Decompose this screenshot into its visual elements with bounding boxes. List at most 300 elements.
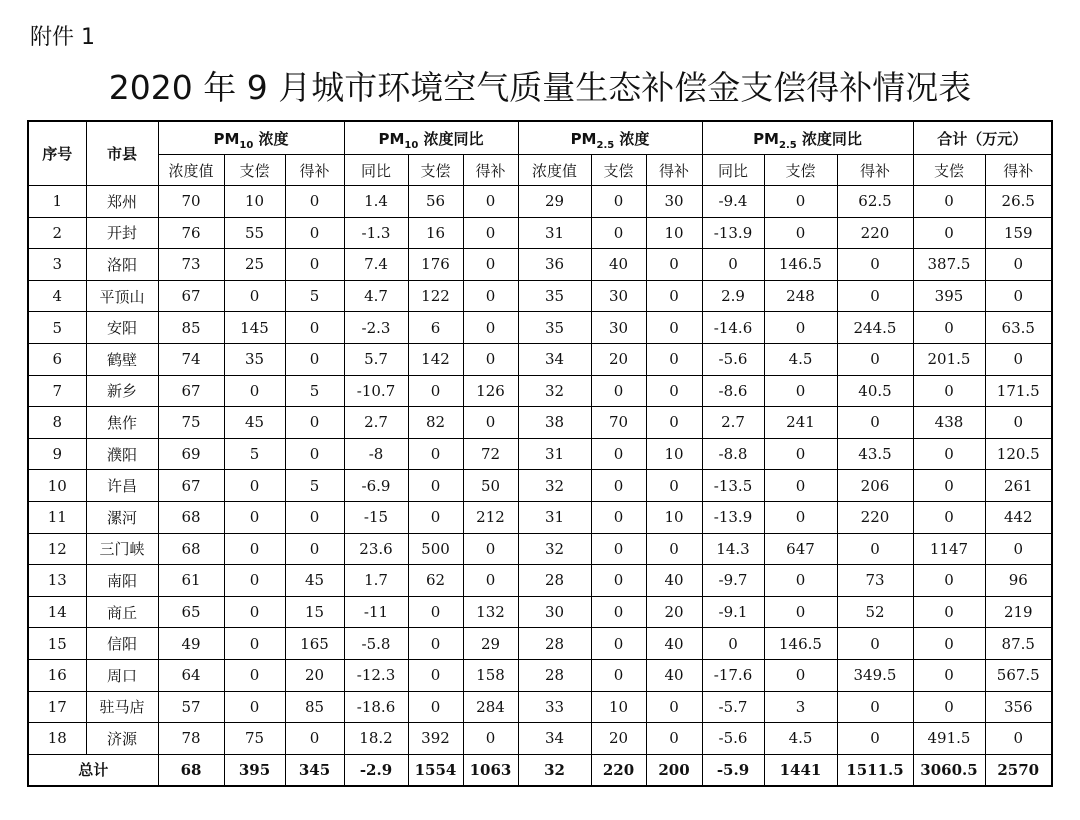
cell-value: -13.9 xyxy=(702,217,764,249)
cell-value: 0 xyxy=(285,249,344,281)
cell-value: 57 xyxy=(158,691,224,723)
cell-seq: 13 xyxy=(28,565,86,597)
cell-value: 0 xyxy=(463,533,518,565)
cell-value: 132 xyxy=(463,596,518,628)
cell-value: 67 xyxy=(158,280,224,312)
cell-value: 85 xyxy=(285,691,344,723)
cell-city: 焦作 xyxy=(86,407,158,439)
header-subcol: 支偿 xyxy=(408,155,463,186)
cell-value: 35 xyxy=(518,312,591,344)
cell-value: 70 xyxy=(591,407,646,439)
cell-value: 14.3 xyxy=(702,533,764,565)
cell-value: -8 xyxy=(344,438,408,470)
cell-city: 三门峡 xyxy=(86,533,158,565)
total-value: 1511.5 xyxy=(837,754,913,786)
cell-value: 176 xyxy=(408,249,463,281)
cell-city: 开封 xyxy=(86,217,158,249)
cell-value: 73 xyxy=(837,565,913,597)
cell-value: 16 xyxy=(408,217,463,249)
cell-value: 0 xyxy=(285,312,344,344)
cell-value: 0 xyxy=(224,533,285,565)
cell-value: 67 xyxy=(158,470,224,502)
cell-value: 120.5 xyxy=(985,438,1052,470)
cell-value: 78 xyxy=(158,723,224,755)
cell-value: 0 xyxy=(224,280,285,312)
cell-value: 0 xyxy=(646,249,702,281)
cell-value: 5 xyxy=(285,280,344,312)
header-subcol: 支偿 xyxy=(591,155,646,186)
cell-value: 0 xyxy=(985,533,1052,565)
cell-value: 4.7 xyxy=(344,280,408,312)
table-row xyxy=(28,501,1052,533)
cell-value: -12.3 xyxy=(344,659,408,691)
table-row xyxy=(28,596,1052,628)
cell-value: -9.7 xyxy=(702,565,764,597)
cell-value: 0 xyxy=(408,470,463,502)
cell-value: 0 xyxy=(591,628,646,660)
cell-value: 491.5 xyxy=(913,723,985,755)
cell-value: 29 xyxy=(518,186,591,218)
cell-value: 5 xyxy=(224,438,285,470)
cell-value: 567.5 xyxy=(985,659,1052,691)
cell-value: 0 xyxy=(224,470,285,502)
cell-value: -8.8 xyxy=(702,438,764,470)
header-subcol: 得补 xyxy=(837,155,913,186)
cell-value: 30 xyxy=(518,596,591,628)
cell-city: 周口 xyxy=(86,659,158,691)
cell-value: 206 xyxy=(837,470,913,502)
header-subcol: 同比 xyxy=(344,155,408,186)
cell-city: 漯河 xyxy=(86,501,158,533)
cell-value: 387.5 xyxy=(913,249,985,281)
cell-value: 0 xyxy=(913,375,985,407)
cell-value: 220 xyxy=(837,501,913,533)
cell-value: 0 xyxy=(764,375,837,407)
cell-value: 0 xyxy=(913,186,985,218)
cell-value: 0 xyxy=(591,533,646,565)
cell-value: 68 xyxy=(158,533,224,565)
cell-city: 鹤壁 xyxy=(86,343,158,375)
cell-value: 0 xyxy=(591,186,646,218)
cell-value: 15 xyxy=(285,596,344,628)
cell-value: 0 xyxy=(285,438,344,470)
cell-value: 0 xyxy=(913,596,985,628)
cell-value: 2.7 xyxy=(344,407,408,439)
cell-value: 10 xyxy=(646,217,702,249)
cell-value: 10 xyxy=(591,691,646,723)
header-subcol: 支偿 xyxy=(224,155,285,186)
cell-value: 50 xyxy=(463,470,518,502)
cell-value: 0 xyxy=(764,186,837,218)
cell-city: 濮阳 xyxy=(86,438,158,470)
table-row xyxy=(28,628,1052,660)
cell-value: 442 xyxy=(985,501,1052,533)
cell-value: 0 xyxy=(837,343,913,375)
cell-seq: 3 xyxy=(28,249,86,281)
cell-value: 0 xyxy=(463,343,518,375)
cell-value: 20 xyxy=(591,343,646,375)
cell-value: 0 xyxy=(646,533,702,565)
total-value: 1063 xyxy=(463,754,518,786)
cell-value: 0 xyxy=(764,659,837,691)
cell-value: 34 xyxy=(518,723,591,755)
cell-value: 7.4 xyxy=(344,249,408,281)
cell-city: 南阳 xyxy=(86,565,158,597)
cell-value: 52 xyxy=(837,596,913,628)
cell-value: 0 xyxy=(591,596,646,628)
cell-value: -13.9 xyxy=(702,501,764,533)
total-value: 395 xyxy=(224,754,285,786)
cell-value: 0 xyxy=(913,565,985,597)
table-row xyxy=(28,186,1052,218)
table-body xyxy=(28,186,1052,755)
cell-value: 32 xyxy=(518,375,591,407)
header-group-pm25-yoy: $PM_{2.5}$ 浓度同比 xyxy=(702,121,913,155)
page-title: 2020 年 9 月城市环境空气质量生态补偿金支偿得补情况表 xyxy=(108,68,972,107)
cell-city: 商丘 xyxy=(86,596,158,628)
cell-value: 0 xyxy=(224,375,285,407)
cell-value: 0 xyxy=(285,343,344,375)
header-subcol: 支偿 xyxy=(913,155,985,186)
cell-value: 219 xyxy=(985,596,1052,628)
cell-value: 0 xyxy=(837,723,913,755)
cell-value: 0 xyxy=(913,470,985,502)
cell-value: 0 xyxy=(463,565,518,597)
total-value: 345 xyxy=(285,754,344,786)
cell-value: 63.5 xyxy=(985,312,1052,344)
cell-value: 5 xyxy=(285,375,344,407)
cell-value: 2.9 xyxy=(702,280,764,312)
cell-value: 76 xyxy=(158,217,224,249)
total-value: 3060.5 xyxy=(913,754,985,786)
cell-value: -5.7 xyxy=(702,691,764,723)
cell-value: 32 xyxy=(518,470,591,502)
cell-value: 142 xyxy=(408,343,463,375)
cell-value: 0 xyxy=(985,723,1052,755)
cell-value: 87.5 xyxy=(985,628,1052,660)
header-subcol: 浓度值 xyxy=(158,155,224,186)
table-row xyxy=(28,375,1052,407)
header-subcol: 支偿 xyxy=(764,155,837,186)
cell-value: 0 xyxy=(913,628,985,660)
cell-seq: 11 xyxy=(28,501,86,533)
cell-value: 0 xyxy=(702,628,764,660)
cell-value: 647 xyxy=(764,533,837,565)
table-row xyxy=(28,249,1052,281)
table-row xyxy=(28,312,1052,344)
total-value: 1554 xyxy=(408,754,463,786)
cell-value: 30 xyxy=(591,280,646,312)
cell-value: 284 xyxy=(463,691,518,723)
total-value: 2570 xyxy=(985,754,1052,786)
table-row xyxy=(28,407,1052,439)
cell-value: 0 xyxy=(837,691,913,723)
cell-value: -5.8 xyxy=(344,628,408,660)
cell-value: 5.7 xyxy=(344,343,408,375)
cell-value: 0 xyxy=(913,501,985,533)
cell-value: 0 xyxy=(591,217,646,249)
cell-value: 64 xyxy=(158,659,224,691)
cell-seq: 5 xyxy=(28,312,86,344)
cell-value: 55 xyxy=(224,217,285,249)
cell-value: 75 xyxy=(158,407,224,439)
header-group-pm25-conc: $PM_{2.5}$ 浓度 xyxy=(518,121,702,155)
cell-value: 1.7 xyxy=(344,565,408,597)
cell-value: 146.5 xyxy=(764,628,837,660)
cell-value: 0 xyxy=(764,438,837,470)
cell-value: 2.7 xyxy=(702,407,764,439)
cell-value: 0 xyxy=(764,312,837,344)
cell-value: 0 xyxy=(837,407,913,439)
cell-value: 0 xyxy=(646,407,702,439)
cell-value: 0 xyxy=(913,217,985,249)
cell-value: 96 xyxy=(985,565,1052,597)
cell-value: 165 xyxy=(285,628,344,660)
cell-value: 0 xyxy=(764,501,837,533)
cell-value: 0 xyxy=(285,723,344,755)
cell-value: 0 xyxy=(646,470,702,502)
cell-value: 220 xyxy=(837,217,913,249)
cell-value: -5.6 xyxy=(702,723,764,755)
cell-value: 356 xyxy=(985,691,1052,723)
header-subcol: 得补 xyxy=(285,155,344,186)
total-value: -5.9 xyxy=(702,754,764,786)
cell-city: 安阳 xyxy=(86,312,158,344)
cell-seq: 17 xyxy=(28,691,86,723)
cell-seq: 10 xyxy=(28,470,86,502)
cell-value: -9.4 xyxy=(702,186,764,218)
cell-value: 40 xyxy=(646,659,702,691)
cell-value: 35 xyxy=(224,343,285,375)
cell-seq: 7 xyxy=(28,375,86,407)
total-value: 68 xyxy=(158,754,224,786)
cell-value: 20 xyxy=(646,596,702,628)
cell-value: 70 xyxy=(158,186,224,218)
cell-value: 56 xyxy=(408,186,463,218)
table-row xyxy=(28,343,1052,375)
cell-value: -9.1 xyxy=(702,596,764,628)
cell-value: 0 xyxy=(985,280,1052,312)
cell-value: 212 xyxy=(463,501,518,533)
cell-seq: 9 xyxy=(28,438,86,470)
cell-value: 62 xyxy=(408,565,463,597)
cell-value: 438 xyxy=(913,407,985,439)
cell-value: 0 xyxy=(224,565,285,597)
cell-value: -18.6 xyxy=(344,691,408,723)
cell-value: 0 xyxy=(913,312,985,344)
cell-value: 75 xyxy=(224,723,285,755)
cell-value: 0 xyxy=(646,375,702,407)
header-subcol: 浓度值 xyxy=(518,155,591,186)
cell-value: 40 xyxy=(646,628,702,660)
cell-value: 0 xyxy=(913,691,985,723)
cell-seq: 4 xyxy=(28,280,86,312)
cell-value: 0 xyxy=(646,723,702,755)
cell-value: -11 xyxy=(344,596,408,628)
table-row xyxy=(28,280,1052,312)
cell-value: 0 xyxy=(463,186,518,218)
cell-value: 72 xyxy=(463,438,518,470)
cell-value: 159 xyxy=(985,217,1052,249)
cell-value: 0 xyxy=(285,501,344,533)
cell-value: 20 xyxy=(285,659,344,691)
cell-value: 0 xyxy=(463,280,518,312)
cell-value: 146.5 xyxy=(764,249,837,281)
cell-city: 平顶山 xyxy=(86,280,158,312)
cell-seq: 16 xyxy=(28,659,86,691)
total-value: 200 xyxy=(646,754,702,786)
cell-seq: 1 xyxy=(28,186,86,218)
cell-value: 0 xyxy=(224,691,285,723)
table-row xyxy=(28,533,1052,565)
cell-value: 10 xyxy=(224,186,285,218)
total-value: 32 xyxy=(518,754,591,786)
cell-value: 28 xyxy=(518,628,591,660)
cell-city: 驻马店 xyxy=(86,691,158,723)
header-subcol: 得补 xyxy=(646,155,702,186)
cell-value: 82 xyxy=(408,407,463,439)
cell-value: 0 xyxy=(591,501,646,533)
cell-value: 45 xyxy=(285,565,344,597)
cell-seq: 14 xyxy=(28,596,86,628)
header-city: 市县 xyxy=(86,121,158,186)
cell-value: 40 xyxy=(591,249,646,281)
cell-value: 0 xyxy=(285,533,344,565)
cell-value: 0 xyxy=(591,659,646,691)
header-subcol: 同比 xyxy=(702,155,764,186)
cell-value: 31 xyxy=(518,501,591,533)
cell-value: 4.5 xyxy=(764,343,837,375)
cell-value: 122 xyxy=(408,280,463,312)
header-subcol: 得补 xyxy=(463,155,518,186)
cell-value: -8.6 xyxy=(702,375,764,407)
cell-value: -10.7 xyxy=(344,375,408,407)
cell-value: 32 xyxy=(518,533,591,565)
cell-value: 0 xyxy=(408,659,463,691)
cell-value: -17.6 xyxy=(702,659,764,691)
cell-value: 0 xyxy=(285,407,344,439)
cell-value: 28 xyxy=(518,565,591,597)
cell-value: 0 xyxy=(646,312,702,344)
cell-value: 0 xyxy=(646,343,702,375)
cell-value: 0 xyxy=(285,217,344,249)
cell-value: 49 xyxy=(158,628,224,660)
cell-value: 0 xyxy=(591,375,646,407)
cell-value: 0 xyxy=(408,375,463,407)
cell-value: 3 xyxy=(764,691,837,723)
cell-value: 0 xyxy=(224,501,285,533)
cell-value: 0 xyxy=(646,280,702,312)
cell-value: 20 xyxy=(591,723,646,755)
cell-value: 261 xyxy=(985,470,1052,502)
cell-value: 126 xyxy=(463,375,518,407)
header-group-pm10-yoy: $PM_{10}$ 浓度同比 xyxy=(344,121,518,155)
cell-value: 158 xyxy=(463,659,518,691)
table-row xyxy=(28,217,1052,249)
cell-city: 信阳 xyxy=(86,628,158,660)
cell-value: 0 xyxy=(285,186,344,218)
cell-value: 29 xyxy=(463,628,518,660)
cell-value: 0 xyxy=(913,438,985,470)
cell-value: 145 xyxy=(224,312,285,344)
cell-value: 0 xyxy=(837,533,913,565)
total-value: 1441 xyxy=(764,754,837,786)
table-row xyxy=(28,723,1052,755)
cell-value: -1.3 xyxy=(344,217,408,249)
cell-value: 36 xyxy=(518,249,591,281)
cell-value: 201.5 xyxy=(913,343,985,375)
cell-value: -13.5 xyxy=(702,470,764,502)
cell-value: 74 xyxy=(158,343,224,375)
cell-value: 18.2 xyxy=(344,723,408,755)
header-subcolumns xyxy=(28,155,1052,186)
cell-value: 62.5 xyxy=(837,186,913,218)
table-row xyxy=(28,691,1052,723)
cell-value: 0 xyxy=(463,723,518,755)
cell-value: 34 xyxy=(518,343,591,375)
header-group-pm10-conc: $PM_{10}$ 浓度 xyxy=(158,121,344,155)
cell-value: 61 xyxy=(158,565,224,597)
cell-value: 35 xyxy=(518,280,591,312)
cell-value: 10 xyxy=(646,501,702,533)
cell-value: 395 xyxy=(913,280,985,312)
cell-value: 241 xyxy=(764,407,837,439)
cell-value: 31 xyxy=(518,217,591,249)
cell-value: -15 xyxy=(344,501,408,533)
table-row xyxy=(28,438,1052,470)
cell-seq: 12 xyxy=(28,533,86,565)
cell-value: 23.6 xyxy=(344,533,408,565)
cell-value: 0 xyxy=(985,343,1052,375)
cell-value: 65 xyxy=(158,596,224,628)
cell-value: 244.5 xyxy=(837,312,913,344)
table-row xyxy=(28,470,1052,502)
cell-value: 0 xyxy=(224,628,285,660)
attachment-label: 附件 1 xyxy=(30,25,95,50)
table-row xyxy=(28,659,1052,691)
cell-value: 0 xyxy=(913,659,985,691)
cell-value: 0 xyxy=(408,501,463,533)
cell-value: 69 xyxy=(158,438,224,470)
cell-value: 0 xyxy=(408,691,463,723)
cell-value: 1147 xyxy=(913,533,985,565)
cell-value: 43.5 xyxy=(837,438,913,470)
cell-city: 新乡 xyxy=(86,375,158,407)
cell-value: -6.9 xyxy=(344,470,408,502)
cell-value: 0 xyxy=(764,596,837,628)
cell-value: 0 xyxy=(224,596,285,628)
cell-value: 0 xyxy=(408,628,463,660)
cell-value: 0 xyxy=(224,659,285,691)
cell-city: 许昌 xyxy=(86,470,158,502)
cell-value: 0 xyxy=(764,565,837,597)
compensation-table xyxy=(27,120,1053,787)
cell-value: 38 xyxy=(518,407,591,439)
cell-value: 0 xyxy=(764,470,837,502)
cell-value: 10 xyxy=(646,438,702,470)
cell-value: 0 xyxy=(463,217,518,249)
cell-value: 33 xyxy=(518,691,591,723)
table-row xyxy=(28,565,1052,597)
cell-city: 洛阳 xyxy=(86,249,158,281)
cell-value: 0 xyxy=(591,565,646,597)
cell-seq: 15 xyxy=(28,628,86,660)
cell-value: 0 xyxy=(408,596,463,628)
cell-seq: 6 xyxy=(28,343,86,375)
cell-seq: 18 xyxy=(28,723,86,755)
cell-value: -14.6 xyxy=(702,312,764,344)
total-value: 220 xyxy=(591,754,646,786)
